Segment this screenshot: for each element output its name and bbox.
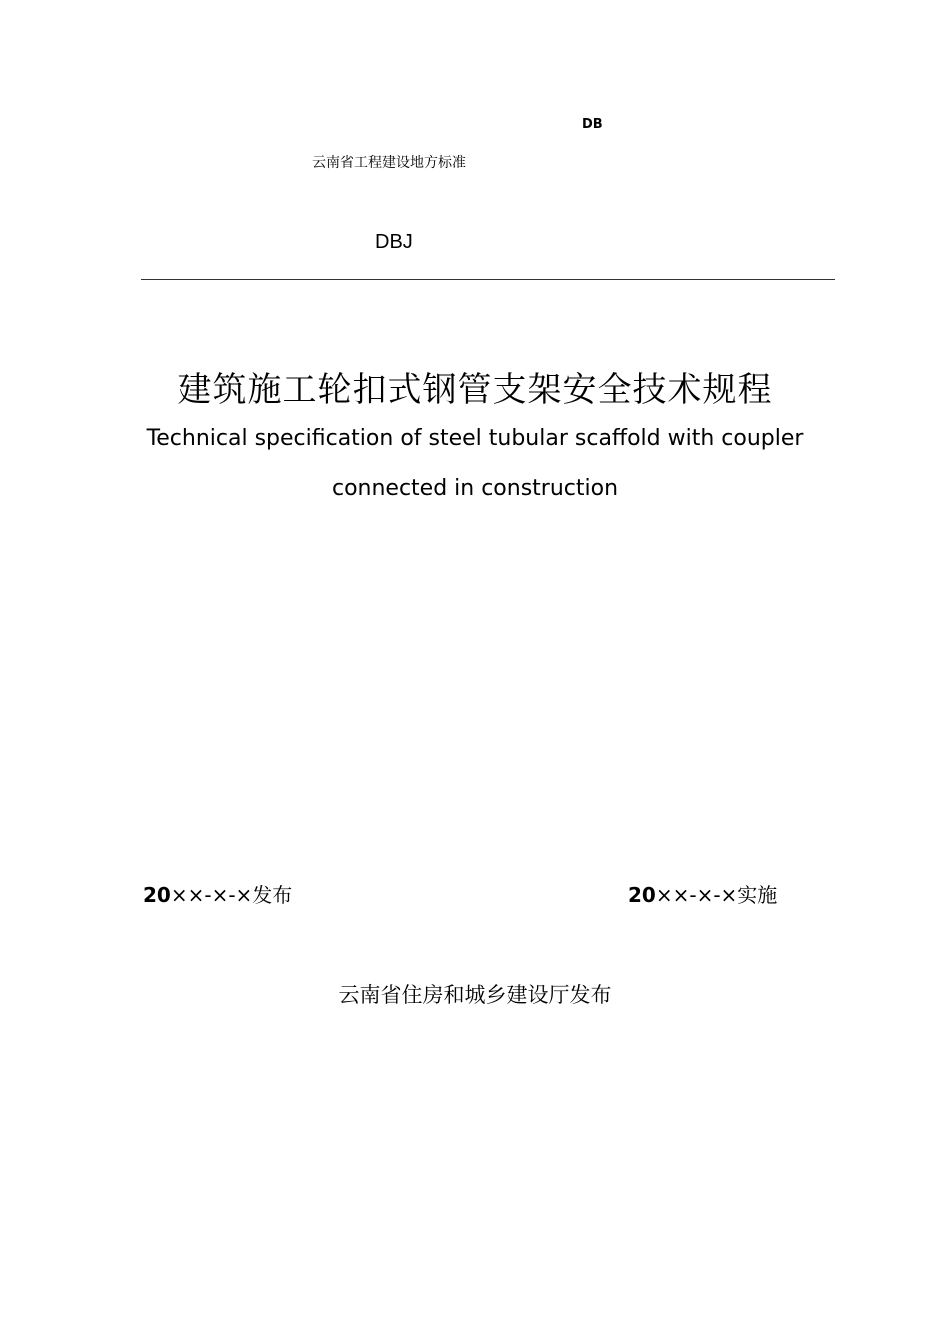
document-title-chinese: 建筑施工轮扣式钢管支架安全技术规程 [177, 370, 773, 410]
dbj-code: DBJ [375, 231, 413, 253]
header-divider [141, 279, 835, 280]
issue-date-rest: ××-×-×发布 [170, 883, 293, 907]
db-code: DB [582, 117, 603, 132]
issue-date [143, 879, 292, 908]
document-title-english-line2: connected in construction [331, 476, 619, 501]
implementation-date [628, 879, 777, 908]
publisher: 云南省住房和城乡建设厅发布 [338, 983, 612, 1007]
implementation-date-rest: ××-×-×实施 [655, 883, 778, 907]
implementation-date-year: 20 [628, 883, 656, 907]
issue-date-year: 20 [143, 883, 171, 907]
document-title-english-line1: Technical specification of steel tubular scaffold with coupler [146, 426, 804, 451]
standard-type: 云南省工程建设地方标准 [312, 155, 466, 171]
